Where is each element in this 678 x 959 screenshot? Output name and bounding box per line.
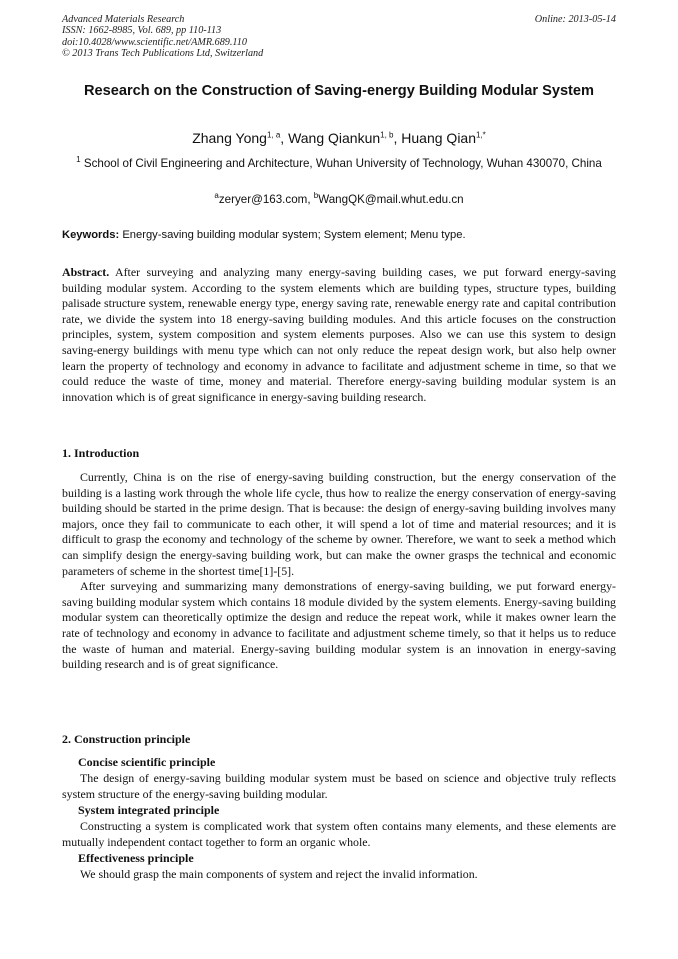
paragraph-block: [62, 819, 616, 850]
author-name: Zhang Yong: [192, 130, 267, 146]
paragraph: After surveying and summarizing many demonstrations of energy-saving building, we put forward energy-saving building modular system which contains 18 module divided by the system elements. Energy-saving building modular system can theoretically optimize the design and reduce the repeat work, while it makes owner learn the rate of technology and economy in advance to facilitate and adjustment scheme timely, so that it helps us to reduce the waste of human and material. Energy-saving building modular system is an innovation in energy-saving building research and is of great significance.: [62, 579, 616, 672]
email-superscript: b: [313, 191, 319, 201]
section-heading-introduction: 1. Introduction: [62, 446, 140, 460]
email-link[interactable]: WangQK@mail.whut.edu.cn: [318, 193, 464, 206]
keywords: [62, 229, 616, 241]
paragraph: The design of energy-saving building modular system must be based on science and objective truly reflects system structure of the energy-saving building modular.: [62, 771, 616, 801]
introduction-body: [62, 470, 616, 673]
doi-line[interactable]: doi:10.4028/www.scientific.net/AMR.689.110: [62, 36, 247, 48]
author-superscript: 1,*: [476, 130, 486, 140]
paragraph-block: [62, 771, 616, 802]
online-date: Online: 2013-05-14: [534, 14, 616, 25]
author-name: Huang Qian: [401, 130, 476, 146]
author-superscript: 1, b: [380, 130, 394, 140]
affiliation-superscript: 1: [76, 155, 81, 165]
affiliation-text: School of Civil Engineering and Architecture, Wuhan University of Technology, Wuhan 430070, China: [83, 157, 602, 170]
paragraph: Currently, China is on the rise of energy-saving building construction, but the energy conservation of the building is a lasting work through the whole life cycle, thus how to realize the energy conservation of energy-saving building should be started in the prime design. That is because: the design of energy-saving building involves many majors, once they fail to communicate to each other, it will spend a lot of time and material resources; and it is difficult to grasp the economy and technology of the scheme by owner. Therefore, we want to seek a method which can simplify design the energy-saving building work, but can make the owner grasps the technical and economic parameters of scheme in the shortest time[1]-[5].: [62, 470, 616, 578]
journal-name: Advanced Materials Research: [62, 14, 185, 25]
email-link[interactable]: zeryer@163.com: [218, 193, 308, 206]
paragraph-block: [62, 867, 616, 883]
author-name: Wang Qiankun: [288, 130, 381, 146]
author-list: Zhang Yong$^{1, a}$, Wang Qiankun$^{1, b}$, Huang Qian$^{1,*}$: [192, 130, 486, 146]
issn-line: ISSN: 1662-8985, Vol. 689, pp 110-113: [62, 25, 222, 37]
section-heading-construction-principle: 2. Construction principle: [62, 732, 191, 746]
affiliation: [62, 156, 616, 172]
email-superscript: a: [214, 191, 219, 201]
paper-title: Research on the Construction of Saving-energy Building Modular System: [83, 83, 595, 99]
journal-header: [62, 14, 616, 59]
email-list: $^a$zeryer@163.com, $^b$WangQK@mail.whut.edu.cn: [214, 191, 464, 206]
keywords-label: Keywords:: [62, 229, 120, 241]
paragraph: We should grasp the main components of system and reject the invalid information.: [80, 867, 478, 881]
abstract: [62, 265, 616, 405]
copyright-line: © 2013 Trans Tech Publications Ltd, Switzerland: [62, 47, 264, 59]
paragraph: Constructing a system is complicated work that system often contains many elements, and these elements are mutually independent contact together to form an organic whole.: [62, 819, 616, 849]
subheading-concise-scientific: Concise scientific principle: [78, 755, 216, 769]
subheading-effectiveness: Effectiveness principle: [78, 851, 194, 865]
abstract-label: Abstract.: [62, 265, 110, 279]
subheading-system-integrated: System integrated principle: [78, 803, 220, 817]
keywords-text: Energy-saving building modular system; System element; Menu type.: [122, 229, 466, 241]
author-superscript: 1, a: [266, 130, 281, 140]
abstract-text: After surveying and analyzing many energy-saving building cases, we put forward energy-saving building modular system. According to the system elements which are building types, structure types, building palisade structure system, renewable energy type, energy saving rate, renewable energy rate and capital contribution rate, we divide the system into 18 energy-saving building modules. And this article focuses on the construction principles, system, system composition and system elements purposes. Also we can use this system to design saving-energy buildings with menu type which can not only reduce the repeat design work, but also help owner learn the property of technology and economy in advance to facilitate and adjustment scheme in time, so that we could reduce the waste of time, money and material. Therefore energy-saving building modular system is an innovation which is of great significance in energy-saving building research.: [62, 265, 616, 404]
